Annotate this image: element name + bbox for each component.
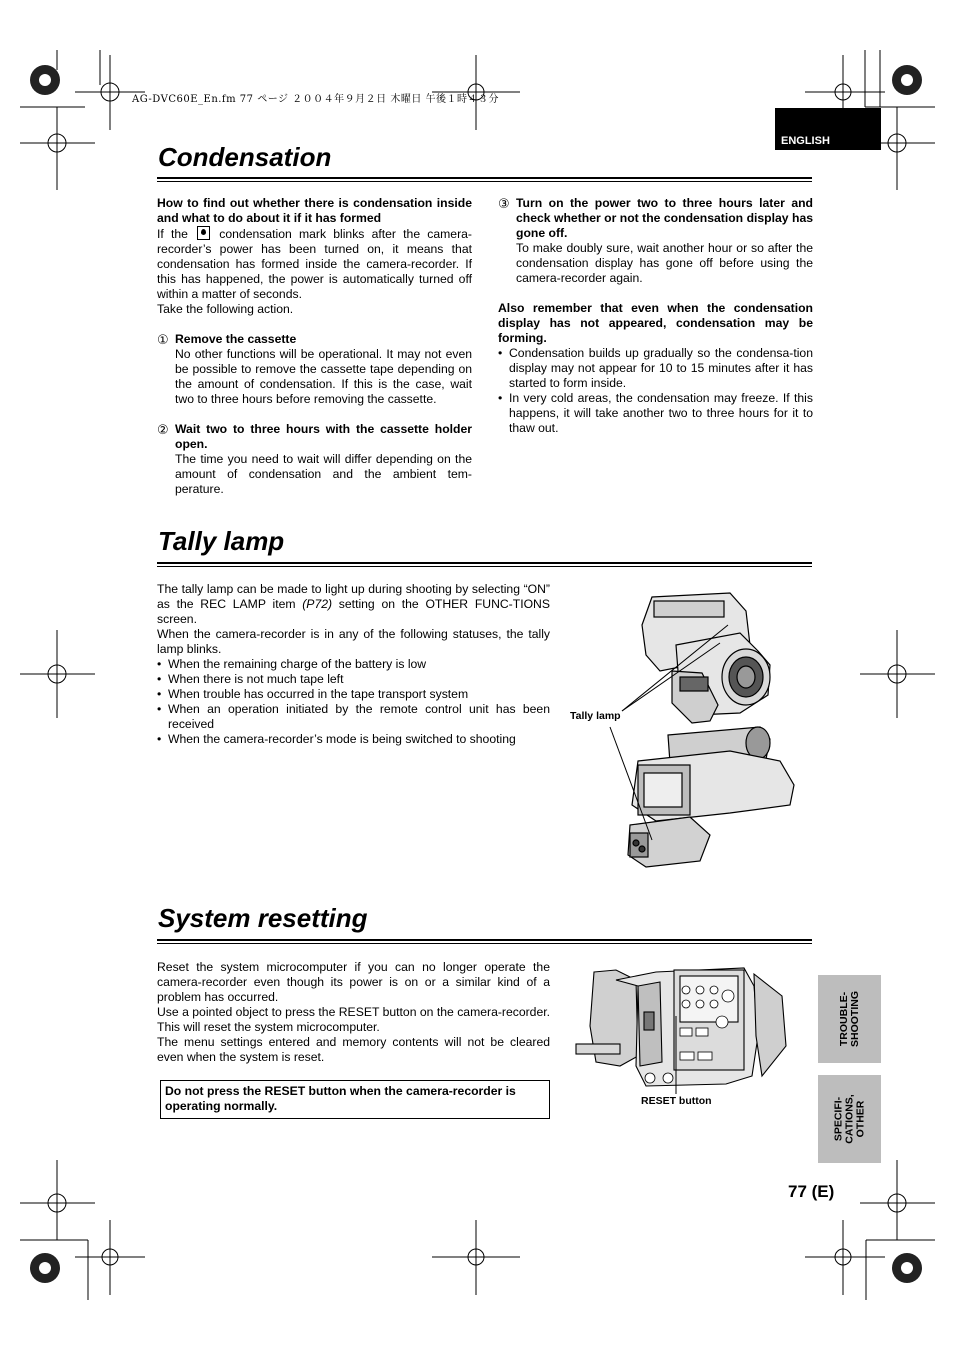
- side-tab-label: TROUBLE- SHOOTING: [837, 990, 861, 1048]
- reset-warning-box: Do not press the RESET button when the camera-recorder is operating normally.: [160, 1080, 550, 1119]
- page-number: 77 (E): [788, 1182, 835, 1201]
- side-tab-label: SPECIFI- CATIONS, OTHER: [832, 1094, 866, 1144]
- tally-rule: [157, 562, 812, 567]
- list-item: • When the camera-recorder’s mode is being switched to shooting: [157, 732, 550, 747]
- condensation-mark-icon: [197, 226, 210, 240]
- step-number: ①: [157, 332, 169, 347]
- step-number: ②: [157, 422, 169, 437]
- step-title: Wait two to three hours with the cassette holder open.: [175, 422, 472, 451]
- step-title: Turn on the power two to three hours later and check whether or not the condensation display has gone off.: [516, 196, 813, 240]
- tally-text-column: [157, 582, 550, 747]
- condensation-intro-heading: How to find out whether there is condensation inside and what to do about it if it has formed: [157, 196, 472, 225]
- tally-title: Tally lamp: [158, 526, 285, 556]
- tally-camera-illustration: [580, 585, 815, 875]
- condensation-step-2: [157, 422, 472, 497]
- reset-paragraph-1: Reset the system microcomputer if you can no longer operate the camera-recorder even though its power is on or a similar kind of a problem has occurred.: [157, 960, 550, 1004]
- list-item: • In very cold areas, the condensation may freeze. If this happens, it will take another two to three hours for it to thaw out.: [498, 391, 813, 436]
- list-item: • Condensation builds up gradually so the condensa-tion display may not appear for 10 to 15 minutes after it has started to form inside.: [498, 346, 813, 391]
- language-tab: [775, 108, 881, 150]
- tally-paragraph-1: The tally lamp can be made to light up during shooting by selecting “ON” as the REC LAMP item (P72) setting on the OTHER FUNC-TIONS screen.: [157, 582, 550, 626]
- step-number: ③: [498, 196, 510, 211]
- condensation-bullet-list: [498, 346, 813, 436]
- tally-bullet-list: [157, 657, 550, 747]
- condensation-step-1: [157, 332, 472, 407]
- condensation-rule: [157, 177, 812, 182]
- step-text: The time you need to wait will differ depending on the amount of condensation and the ambient tem-perature.: [175, 452, 472, 496]
- list-item: • When there is not much tape left: [157, 672, 550, 687]
- condensation-title: Condensation: [158, 142, 332, 172]
- tally-lamp-label: Tally lamp: [570, 710, 621, 722]
- step-title: Remove the cassette: [175, 332, 297, 346]
- reset-rule: [157, 939, 812, 944]
- reset-title: System resetting: [158, 903, 368, 933]
- list-item: • When an operation initiated by the remote control unit has been received: [157, 702, 550, 732]
- list-item: • When the remaining charge of the battery is low: [157, 657, 550, 672]
- page-reference: (P72): [302, 597, 333, 611]
- side-tab-specifications[interactable]: [818, 1075, 881, 1163]
- list-item: • When trouble has occurred in the tape transport system: [157, 687, 550, 702]
- language-tab-label: ENGLISH: [781, 135, 830, 147]
- reset-paragraph-2: Use a pointed object to press the RESET button on the camera-recorder. This will reset the system microcomputer.: [157, 1005, 550, 1034]
- reset-button-label: RESET button: [641, 1095, 712, 1107]
- tally-paragraph-2: When the camera-recorder is in any of the following statuses, the tally lamp blinks.: [157, 627, 550, 656]
- reset-paragraph-3: The menu settings entered and memory contents will not be cleared even when the system is reset.: [157, 1035, 550, 1064]
- condensation-right-column: [498, 196, 813, 436]
- condensation-left-column: [157, 196, 472, 497]
- condensation-step-3: [498, 196, 813, 286]
- reset-camera-illustration: [576, 966, 788, 1090]
- condensation-intro-action: Take the following action.: [157, 302, 294, 316]
- step-text: No other functions will be operational. It may not even be possible to remove the cassette tape depending on the amount of condensation. If this is the case, wait two to three hours before removing the cassette.: [175, 347, 472, 406]
- reset-text-column: [157, 960, 550, 1065]
- side-tab-troubleshooting[interactable]: [818, 975, 881, 1063]
- condensation-intro: If the condensation mark blinks after the camera-recorder’s power has been turned on, it means that condensation has formed inside the camera-recorder. If this has happened, the power is automatically turned off within a matter of seconds.: [157, 227, 472, 301]
- condensation-also-heading: Also remember that even when the condensation display has not appeared, condensation may be forming.: [498, 301, 813, 345]
- step-text: To make doubly sure, wait another hour or so after the condensation display has gone off before using the camera-recorder again.: [516, 241, 813, 285]
- file-header-line: AG-DVC60E_En.fm 77 ページ ２００４年９月２日 木曜日 午後１時４３分: [132, 94, 500, 105]
